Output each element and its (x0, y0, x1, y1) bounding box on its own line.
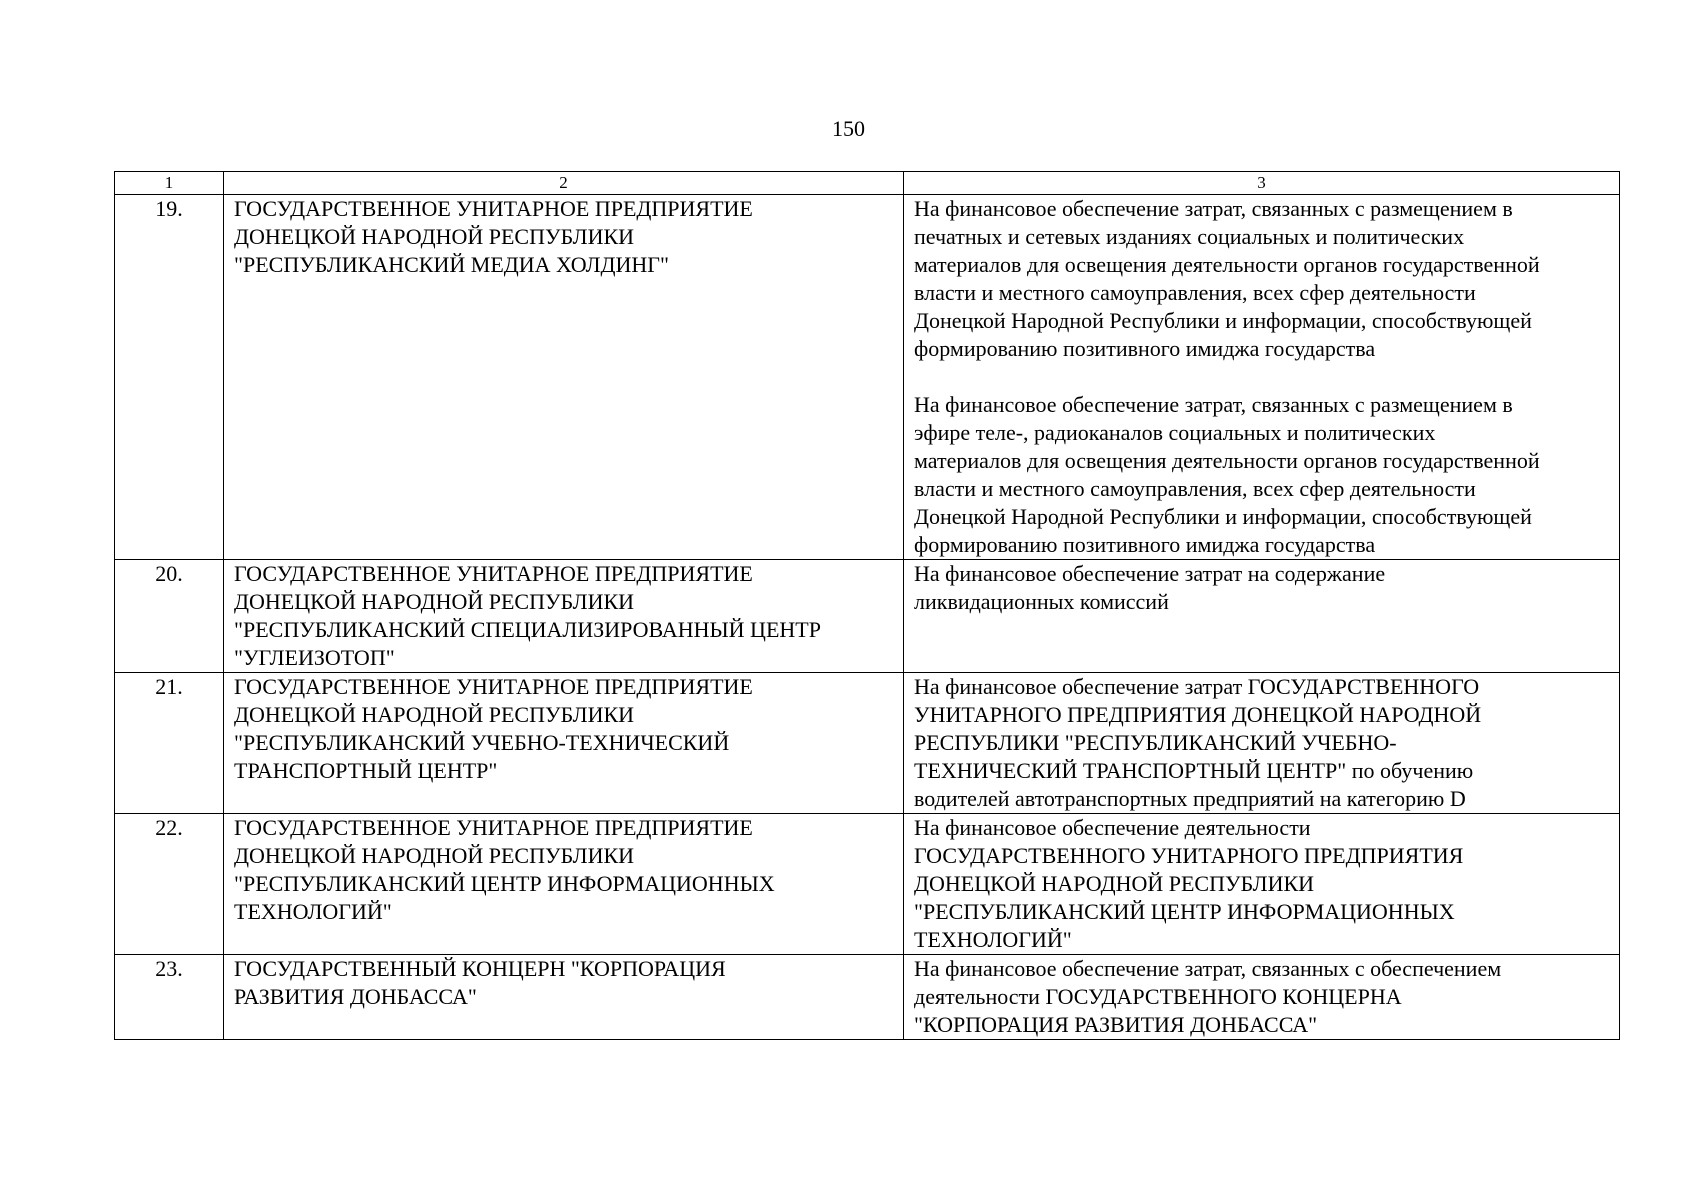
page-number: 150 (832, 116, 865, 141)
organization-name: ГОСУДАРСТВЕННЫЙ КОНЦЕРН "КОРПОРАЦИЯ РАЗВИТИЯ ДОНБАССА" (224, 955, 904, 1040)
column-header-1: 1 (115, 172, 224, 195)
table-row (115, 195, 1620, 560)
funding-purpose: На финансовое обеспечение затрат ГОСУДАРСТВЕННОГО УНИТАРНОГО ПРЕДПРИЯТИЯ ДОНЕЦКОЙ НАРОДНОЙ РЕСПУБЛИКИ "РЕСПУБЛИКАНСКИЙ УЧЕБНО- ТЕХНИЧЕСКИЙ ТРАНСПОРТНЫЙ ЦЕНТР" по обучению водителей автотранспортных предприятий на категорию D (904, 673, 1620, 814)
funding-purpose: На финансовое обеспечение затрат на содержание ликвидационных комиссий (904, 560, 1620, 673)
table-row (115, 560, 1620, 673)
row-number: 20. (115, 560, 224, 673)
organization-name: ГОСУДАРСТВЕННОЕ УНИТАРНОЕ ПРЕДПРИЯТИЕ ДОНЕЦКОЙ НАРОДНОЙ РЕСПУБЛИКИ "РЕСПУБЛИКАНСКИЙ ЦЕНТР ИНФОРМАЦИОННЫХ ТЕХНОЛОГИЙ" (224, 814, 904, 955)
organization-name: ГОСУДАРСТВЕННОЕ УНИТАРНОЕ ПРЕДПРИЯТИЕ ДОНЕЦКОЙ НАРОДНОЙ РЕСПУБЛИКИ "РЕСПУБЛИКАНСКИЙ СПЕЦИАЛИЗИРОВАННЫЙ ЦЕНТР "УГЛЕИЗОТОП" (224, 560, 904, 673)
row-number: 22. (115, 814, 224, 955)
funding-purpose: На финансовое обеспечение деятельности ГОСУДАРСТВЕННОГО УНИТАРНОГО ПРЕДПРИЯТИЯ ДОНЕЦКОЙ НАРОДНОЙ РЕСПУБЛИКИ "РЕСПУБЛИКАНСКИЙ ЦЕНТР ИНФОРМАЦИОННЫХ ТЕХНОЛОГИЙ" (904, 814, 1620, 955)
organization-name: ГОСУДАРСТВЕННОЕ УНИТАРНОЕ ПРЕДПРИЯТИЕ ДОНЕЦКОЙ НАРОДНОЙ РЕСПУБЛИКИ "РЕСПУБЛИКАНСКИЙ МЕДИА ХОЛДИНГ" (224, 195, 904, 560)
row-number: 21. (115, 673, 224, 814)
table-row (115, 955, 1620, 1040)
organization-name: ГОСУДАРСТВЕННОЕ УНИТАРНОЕ ПРЕДПРИЯТИЕ ДОНЕЦКОЙ НАРОДНОЙ РЕСПУБЛИКИ "РЕСПУБЛИКАНСКИЙ УЧЕБНО-ТЕХНИЧЕСКИЙ ТРАНСПОРТНЫЙ ЦЕНТР" (224, 673, 904, 814)
funding-table (114, 171, 1620, 1040)
table-row (115, 814, 1620, 955)
row-number: 23. (115, 955, 224, 1040)
funding-purpose: На финансовое обеспечение затрат, связанных с размещением в печатных и сетевых изданиях социальных и политических материалов для освещения деятельности органов государственной власти и местного самоуправления, всех сфер деятельности Донецкой Народной Республики и информации, способствующей формированию позитивного имиджа государства На финансовое обеспечение затрат, связанных с размещением в эфире теле-, радиоканалов социальных и политических материалов для освещения деятельности органов государственной власти и местного самоуправления, всех сфер деятельности Донецкой Народной Республики и информации, способствующей формированию позитивного имиджа государства (904, 195, 1620, 560)
column-header-3: 3 (904, 172, 1620, 195)
table-row (115, 673, 1620, 814)
column-header-2: 2 (224, 172, 904, 195)
table-header-row (115, 172, 1620, 195)
row-number: 19. (115, 195, 224, 560)
funding-purpose: На финансовое обеспечение затрат, связанных с обеспечением деятельности ГОСУДАРСТВЕННОГО КОНЦЕРНА "КОРПОРАЦИЯ РАЗВИТИЯ ДОНБАССА" (904, 955, 1620, 1040)
